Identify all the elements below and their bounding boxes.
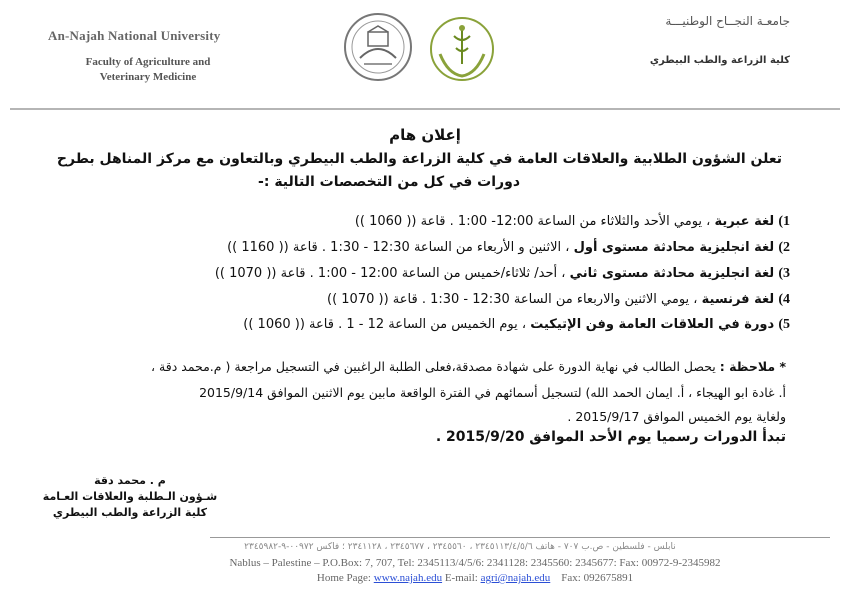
course-name: لغة فرنسية [701, 292, 775, 307]
homepage-link[interactable]: www.najah.edu [373, 572, 443, 584]
homepage-label: Home Page: [316, 572, 371, 584]
header-divider [10, 108, 840, 110]
note-label: * ملاحظة : [719, 359, 786, 374]
course-details: ، أحد/ ثلاثاء/خميس من الساعة 12:00 - 1:00 . قاعة (( 1070 )) [214, 266, 566, 281]
footer-links [150, 572, 800, 584]
course-item-3 [215, 266, 790, 282]
announcement-intro-line2: دورات في كل من التخصصات التالية :- [258, 174, 520, 190]
note-line3: ولغاية يوم الخميس الموافق 2015/9/17 . [567, 409, 786, 424]
course-details: ، يوم الخميس من الساعة 12 - 1 . قاعة (( 1060 )) [243, 317, 527, 332]
course-number: 4) [778, 292, 790, 307]
course-details: ، يومي الاثنين والاربعاء من الساعة 12:30 - 1:30 . قاعة (( 1070 )) [327, 292, 698, 307]
course-number: 3) [778, 266, 790, 281]
note-start-date: تبدأ الدورات رسميا يوم الأحد الموافق 2015/9/20 . [435, 429, 786, 445]
announcement-intro-line1: تعلن الشؤون الطلابية والعلاقات العامة في كلية الزراعة والطب البيطري وبالتعاون مع مركز المناهل بطرح [56, 151, 782, 167]
footer-divider [210, 537, 830, 538]
footer-contact-ar: نابلس - فلسطين - ص.ب ٧٠٧ - هاتف ٢٣٤٥١١٣/٤/٥/٦ ، ٢٣٤٥٥٦٠ ، ٢٣٤٥٦٧٧ ، ٢٣٤١١٢٨ ؛ فاكس ٠٠٩٧٢-٩-٢٣٤٥٩٨٢ [244, 542, 676, 552]
note-text: يحصل الطالب في نهاية الدورة على شهادة مصدقة،فعلى الطلبة الراغبين في التسجيل مراجعة ( م.محمد دقة ، [151, 359, 716, 374]
course-details: ، يومي الأحد والثلاثاء من الساعة 12:00- 1:00 . قاعة (( 1060 )) [354, 214, 711, 229]
faculty-name-en [68, 55, 228, 85]
faculty-logo [428, 14, 496, 84]
note-line2: أ. غادة ابو الهيجاء ، أ. ايمان الحمد الله) لتسجيل أسمائهم في الفترة الواقعة مابين يوم الاثنين الموافق 2015/9/14 [199, 385, 786, 400]
faculty-name-ar: كلية الزراعة والطب البيطري [649, 55, 790, 66]
course-number: 2) [778, 240, 790, 255]
signature-faculty: كلية الزراعة والطب البيطري [52, 506, 208, 519]
course-name: لغة انجليزية محادثة مستوى ثاني [569, 266, 775, 281]
faculty-name-en-line2: Veterinary Medicine [99, 71, 197, 83]
university-name-ar: جامعـة النجــاح الوطنيـــة [665, 14, 790, 28]
university-name-en: An-Najah National University [48, 28, 221, 43]
course-number: 1) [778, 214, 790, 229]
university-seal-logo [342, 10, 414, 84]
footer-contact-en: Nablus – Palestine – P.O.Box: 7, 707, Tel: 2345113/4/5/6: 2341128: 2345560: 2345677: Fax: 00972-9-2345982 [229, 557, 721, 569]
course-name: لغة عبرية [714, 214, 775, 229]
course-name: دورة في العلاقات العامة وفن الإتيكيت [530, 317, 775, 332]
course-item-4 [327, 292, 790, 308]
footer-fax: Fax: 092675891 [561, 572, 634, 584]
note-line1 [151, 359, 786, 374]
email-label: E-mail: [444, 572, 478, 584]
course-number: 5) [778, 317, 790, 332]
course-item-1 [355, 214, 790, 230]
course-item-5 [243, 317, 790, 333]
course-item-2 [227, 240, 790, 256]
faculty-name-en-line1: Faculty of Agriculture and [85, 56, 211, 68]
signature-name: م . محمد دقة [94, 474, 166, 487]
announcement-title: إعلان هام [389, 126, 461, 144]
course-details: ، الاثنين و الأربعاء من الساعة 12:30 - 1:30 . قاعة (( 1160 )) [227, 240, 570, 255]
signature-department: شـؤون الـطلبة والعلاقات العـامة [42, 490, 218, 503]
email-link[interactable]: agri@najah.edu [480, 572, 551, 584]
course-name: لغة انجليزية محادثة مستوى أول [573, 240, 775, 255]
